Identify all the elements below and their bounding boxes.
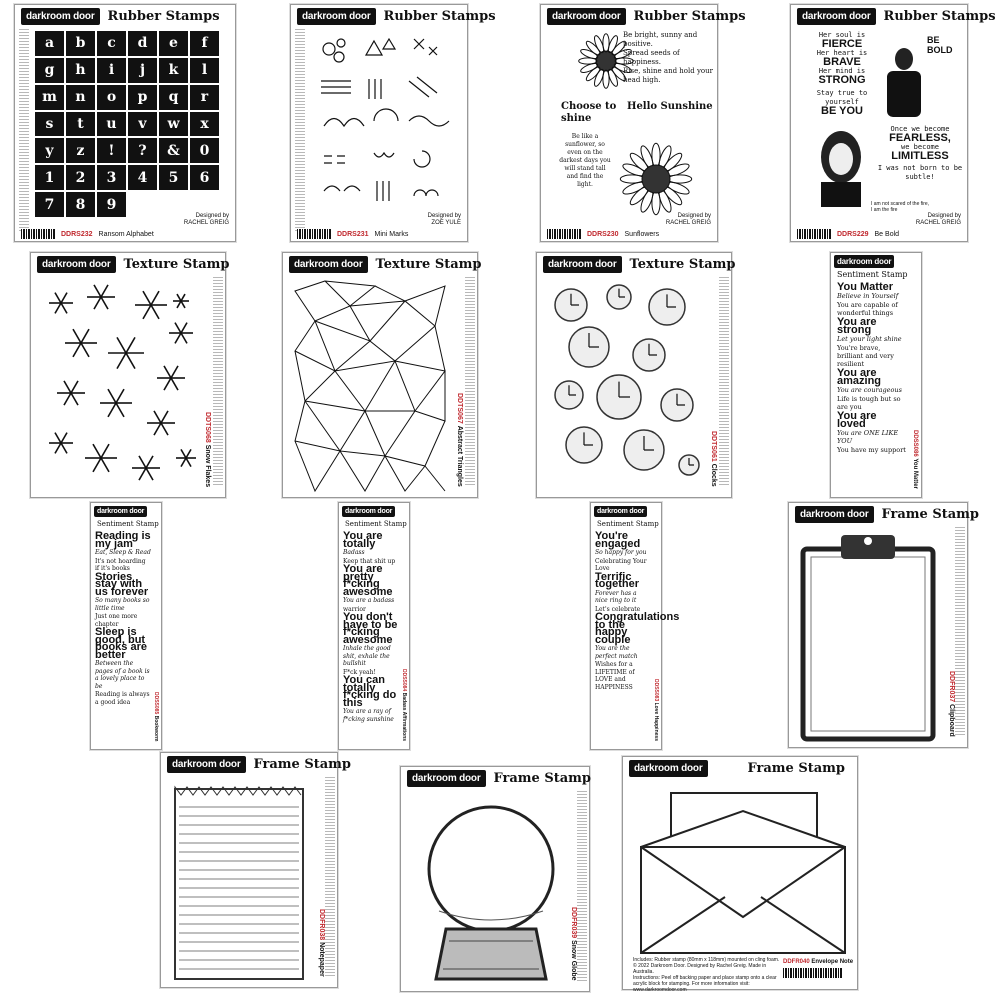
side-text	[213, 277, 223, 487]
stamp-card-badass[interactable]	[338, 502, 410, 750]
brand-logo: darkroom door	[297, 8, 376, 25]
card-title: Rubber Stamps	[107, 8, 220, 24]
ransom-letter: i	[97, 58, 126, 83]
hello-sunshine: Hello Sunshine	[627, 101, 713, 112]
envelope-info	[633, 957, 783, 993]
product-code: DDSS086	[912, 430, 918, 457]
ransom-letter: !	[97, 138, 126, 163]
snowflake-icon	[87, 285, 115, 309]
sentiment-text: You're engaged	[595, 530, 641, 550]
card-title: Rubber Stamps	[383, 8, 496, 24]
ransom-letter: 3	[97, 165, 126, 190]
sentiment-text: You are ONE LIKE YOU	[837, 429, 899, 445]
stamp-card-mini-marks[interactable]	[290, 4, 496, 242]
stamp-card-bookworm[interactable]	[90, 502, 162, 750]
brand-logo: darkroom door	[94, 506, 147, 517]
vertical-code	[653, 679, 659, 741]
card-title: Rubber Stamps	[633, 8, 746, 24]
snowflake-icon	[49, 433, 73, 454]
sentiment-text: Terrific together	[595, 570, 639, 590]
sentiment-text: Eat, Sleep & Read	[95, 549, 151, 556]
clock-icon	[633, 339, 665, 371]
card-title: Texture Stamp	[629, 256, 736, 272]
product-name: Be Bold	[874, 230, 900, 238]
ransom-letter: 1	[35, 165, 64, 190]
ransom-letter: p	[128, 85, 157, 110]
brand-logo: darkroom door	[21, 8, 100, 25]
sentiment-text: Wishes for a LIFETIME of LOVE and HAPPINESS	[595, 661, 635, 691]
ransom-letter: h	[66, 58, 95, 83]
product-name: Bookworm	[153, 715, 159, 741]
vertical-code	[948, 671, 955, 737]
side-text	[325, 777, 335, 977]
product-code: DDRS232	[61, 230, 93, 238]
woman-jacket-illustration	[877, 45, 931, 117]
product-code: DDFR037	[948, 671, 955, 703]
envelope-footer	[783, 959, 853, 980]
card-footer	[791, 227, 967, 241]
snowflake-icon	[169, 323, 193, 344]
card-footer	[541, 227, 717, 241]
card-header	[401, 767, 592, 789]
ransom-letter: 2	[66, 165, 95, 190]
product-name: Abstract Triangles	[456, 425, 463, 487]
side-text	[465, 277, 475, 487]
text: BE YOU	[821, 105, 863, 117]
snowflake-icon	[49, 293, 73, 314]
sentiment-text: Badass	[343, 549, 365, 556]
sentiment-text: You Matter	[837, 281, 894, 293]
ransom-letter: 8	[66, 192, 95, 217]
card-header	[91, 503, 161, 519]
sentiment-text: It's not hoarding if it's books	[95, 557, 146, 572]
product-name: Love Happiness	[653, 702, 659, 741]
card-header	[623, 757, 857, 779]
sentiment-1: Be bright, sunny and positive.	[623, 31, 698, 48]
clock-icon	[679, 455, 699, 475]
sentiment-text: You are a badass	[343, 597, 395, 604]
vertical-code	[570, 907, 577, 981]
be-bold-texts-left	[807, 31, 877, 116]
product-code: DDTS061	[710, 431, 717, 463]
be-like-a-sunflower: Be like a sunflower, so even on the darkest days you will stand tall and find the light.	[559, 133, 611, 188]
vertical-code	[153, 692, 159, 741]
product-name: Snow Flakes	[204, 444, 211, 487]
card-title: Sentiment Stamp	[597, 520, 659, 528]
ransom-letter: u	[97, 112, 126, 137]
text: we become	[901, 143, 939, 151]
text: Her mind is	[818, 67, 866, 75]
barcode	[547, 229, 581, 239]
clock-icon	[649, 289, 685, 325]
ransom-letter: w	[159, 112, 188, 137]
sentiment-text: You are a ray of f*cking sunshine	[343, 708, 394, 723]
product-name: Notepaper	[318, 942, 325, 977]
product-name: Ransom Alphabet	[98, 230, 154, 238]
stamp-card-be-bold[interactable]	[790, 4, 996, 242]
product-code: DDRS230	[587, 230, 619, 238]
ransom-letter: d	[128, 31, 157, 56]
mini-marks-illustration	[309, 31, 459, 221]
sentiment-text: You are amazing	[837, 367, 882, 387]
clock-icon	[555, 381, 583, 409]
ransom-letter: v	[128, 112, 157, 137]
ransom-letter: 5	[159, 165, 188, 190]
product-name: Clipboard	[948, 704, 955, 737]
text: Her soul is	[818, 31, 866, 39]
snowflake-icon	[108, 337, 144, 368]
sentiment-text: Let your light shine	[837, 335, 902, 343]
ransom-letters	[35, 31, 219, 217]
side-text	[295, 29, 305, 231]
sentiment-3: Rise, shine and hold your head high.	[623, 67, 713, 84]
stamp-card-love-happiness[interactable]	[590, 502, 680, 750]
card-footer	[15, 227, 235, 241]
designer: Designed by RACHEL GREIG	[665, 213, 711, 226]
ransom-letter: x	[190, 112, 219, 137]
brand-logo: darkroom door	[342, 506, 395, 517]
product-code: DDFR038	[318, 909, 325, 941]
sentiment-text: Life is tough but so are you	[837, 395, 901, 411]
snowflake-icon	[132, 456, 160, 480]
sentiment-text: Congratulations to the happy couple	[595, 611, 680, 646]
card-title: Frame Stamp	[253, 756, 352, 772]
brand-logo: darkroom door	[834, 255, 894, 268]
text: Her heart is	[816, 49, 868, 57]
vertical-code	[401, 669, 407, 741]
ransom-letter: e	[159, 31, 188, 56]
card-title: Texture Stamp	[123, 256, 230, 272]
sentiment-text: So many books so little time	[95, 597, 150, 612]
product-code: DDTS067	[456, 393, 463, 424]
snowflake-icon	[85, 444, 117, 472]
card-header	[31, 253, 230, 275]
sentiment-text: So happy for you	[595, 549, 647, 556]
sentiment-text: Celebrating Your Love	[595, 557, 647, 572]
card-header	[541, 5, 746, 27]
clock-icon	[661, 389, 693, 421]
sentiment-text: You are capable of wonderful things	[837, 301, 898, 317]
ransom-letter: 7	[35, 192, 64, 217]
sentiment-list	[95, 530, 151, 707]
card-header	[161, 753, 352, 775]
clipboard-illustration	[799, 529, 939, 743]
ransom-letter: s	[35, 112, 64, 137]
side-text	[719, 277, 729, 487]
card-header	[831, 253, 921, 269]
card-title: Frame Stamp	[747, 760, 846, 776]
clock-icon	[555, 289, 587, 321]
snowflake-icon	[147, 411, 175, 435]
snowflake-icon	[100, 389, 132, 417]
product-code: DDFR039	[570, 907, 577, 939]
sentiment-text: You have my support	[837, 446, 906, 454]
text: STRONG	[818, 74, 866, 86]
sentiment-text: You are loved	[837, 410, 877, 430]
product-name: Snow Globe	[570, 940, 577, 981]
ransom-letter: ?	[128, 138, 157, 163]
clock-icon	[569, 327, 609, 367]
sentiment-text: Between the pages of a book is a lovely place to be	[95, 660, 150, 690]
barcode	[783, 968, 843, 978]
envelope-illustration	[635, 787, 851, 957]
copyright-text: © 2022 Darkroom Door. Designed by Rachel Greig. Made in Australia.	[633, 963, 767, 975]
text: FIERCE	[821, 38, 863, 50]
ransom-letter: q	[159, 85, 188, 110]
notepaper-frame	[175, 789, 303, 979]
sentiment-2: Spread seeds of happiness.	[623, 49, 680, 66]
be-bold-heading: BE BOLD	[927, 35, 953, 55]
stamp-card-snow-globe[interactable]	[400, 766, 590, 992]
brand-logo: darkroom door	[795, 506, 874, 523]
designer-name: ZOE YULE	[431, 220, 461, 226]
ransom-letter: k	[159, 58, 188, 83]
sentiment-text: Believe in Yourself	[837, 292, 899, 300]
stamp-card-snow-flakes[interactable]	[30, 252, 230, 498]
product-name: Sunflowers	[624, 230, 660, 238]
product-code: DDSS084	[401, 668, 407, 692]
card-header	[339, 503, 409, 519]
product-code: DDRS229	[837, 230, 869, 238]
barcode	[21, 229, 55, 239]
brand-logo: darkroom door	[797, 8, 876, 25]
designer: Designed by ZOE YULE	[427, 213, 461, 226]
card-header	[291, 5, 496, 27]
card-header	[591, 503, 661, 519]
ransom-letter: m	[35, 85, 64, 110]
snowflake-icon	[176, 449, 196, 466]
brand-logo: darkroom door	[547, 8, 626, 25]
sentiment-text: warrior	[343, 605, 366, 613]
instructions-text: Instructions: Peel off backing paper and place stamp onto a clear acrylic block for stamping. For more information visit: www.darkroomdoor.com	[633, 975, 777, 993]
ransom-letter: a	[35, 31, 64, 56]
designer-name: RACHEL GREIG	[183, 220, 229, 226]
sentiment-text: F*ck yeah!	[343, 668, 376, 676]
sentiment-text: You are pretty f*cking awesome	[343, 563, 393, 598]
sentiment-text: You are courageous	[837, 386, 902, 394]
sentiment-text: Keep that shit up	[343, 557, 396, 565]
product-name: Mini Marks	[374, 230, 409, 238]
brand-logo: darkroom door	[407, 770, 486, 787]
side-text	[955, 527, 965, 737]
vertical-code	[318, 909, 325, 977]
ransom-letter: n	[66, 85, 95, 110]
stamp-card-sunflowers[interactable]	[540, 4, 746, 242]
snowflake-icon	[57, 381, 85, 405]
sentiment-text: Reading is always a good idea	[95, 691, 150, 706]
sentiment-text: Sleep is good, but books are better	[95, 626, 147, 661]
card-title: Frame Stamp	[881, 506, 980, 522]
sentiment-text: You are strong	[837, 316, 877, 336]
ransom-letter: &	[159, 138, 188, 163]
ransom-letter: b	[66, 31, 95, 56]
sentiment-text: Inhale the good shit, exhale the bullshit	[343, 645, 391, 667]
brand-logo: darkroom door	[289, 256, 368, 273]
product-name: You Matter	[912, 458, 918, 489]
barcode	[297, 229, 331, 239]
notepaper-illustration	[169, 783, 309, 983]
text: BRAVE	[823, 56, 861, 68]
sentiment-list	[343, 530, 399, 724]
card-title: Rubber Stamps	[883, 8, 996, 24]
product-code: DDSS083	[653, 679, 659, 702]
brand-logo: darkroom door	[37, 256, 116, 273]
sentiment-text: Just one more chapter	[95, 613, 138, 628]
sentiment-text: You can totally f*cking do this	[343, 674, 397, 709]
vertical-code	[456, 393, 463, 487]
ransom-letter: f	[190, 31, 219, 56]
choose-to-shine: Choose to shine	[561, 101, 617, 124]
clock-icon	[624, 430, 664, 470]
text: Stay true to yourself	[816, 89, 868, 106]
product-code: DDFR040	[783, 959, 810, 965]
ransom-letter: y	[35, 138, 64, 163]
product-code: DDRS231	[337, 230, 369, 238]
fire-quote: I am not scared of the fire, I am the fire	[871, 201, 930, 213]
stamp-card-you-matter[interactable]	[830, 252, 922, 498]
product-name: Envelope Note	[811, 959, 854, 965]
sunflower-texts	[623, 31, 713, 85]
ransom-letter: l	[190, 58, 219, 83]
designer-name: RACHEL GREIG	[665, 220, 711, 226]
sentiment-text: Reading is my jam	[95, 530, 151, 550]
sentiment-text: Stories stay with us forever	[95, 570, 149, 598]
card-header	[283, 253, 482, 275]
stamp-card-ransom-alphabet[interactable]	[14, 4, 236, 242]
card-title: Frame Stamp	[493, 770, 592, 786]
snowflakes-illustration	[41, 283, 201, 493]
product-name: Badass Affirmations	[401, 692, 407, 741]
stamp-card-clocks[interactable]	[536, 252, 736, 498]
triangles-illustration	[295, 281, 445, 491]
ransom-letter: 9	[97, 192, 126, 217]
side-text	[577, 791, 587, 981]
brand-logo: darkroom door	[629, 760, 708, 777]
stamp-card-notepaper[interactable]	[160, 752, 352, 988]
brand-logo: darkroom door	[167, 756, 246, 773]
sentiment-text: Forever has a nice ring to it	[595, 589, 637, 604]
sentiment-text: You don't have to be f*cking awesome	[343, 611, 398, 646]
ransom-letter: 4	[128, 165, 157, 190]
product-name: Clocks	[710, 464, 717, 487]
ransom-letter: r	[190, 85, 219, 110]
clock-icon	[607, 285, 631, 309]
clocks-illustration	[549, 285, 699, 490]
card-header	[791, 5, 996, 27]
text: Once we become	[890, 125, 950, 133]
product-code: DDSS085	[153, 691, 159, 714]
card-title: Texture Stamp	[375, 256, 482, 272]
card-header	[537, 253, 736, 275]
ransom-letter: 0	[190, 138, 219, 163]
stamp-card-envelope-note[interactable]	[622, 756, 858, 993]
brand-logo: darkroom door	[543, 256, 622, 273]
ransom-letter: t	[66, 112, 95, 137]
text: LIMITLESS	[891, 150, 949, 162]
ransom-letter: g	[35, 58, 64, 83]
card-header	[15, 5, 235, 27]
snowflake-icon	[173, 294, 189, 308]
product-code: DDTS068	[204, 411, 211, 443]
card-title: Sentiment Stamp	[345, 520, 407, 528]
stamp-card-clipboard[interactable]	[788, 502, 980, 748]
card-footer	[291, 227, 467, 241]
snowflake-icon	[135, 291, 167, 319]
stamp-card-abstract-triangles[interactable]	[282, 252, 482, 498]
woman-portrait-illustration	[811, 127, 871, 207]
text: FEARLESS,	[889, 132, 951, 144]
ransom-letter: z	[66, 138, 95, 163]
sentiment-text: You are the perfect match	[595, 645, 638, 660]
ransom-letter: o	[97, 85, 126, 110]
card-title: Sentiment Stamp	[97, 520, 159, 528]
ransom-letter: j	[128, 58, 157, 83]
designer: Designed by RACHEL GREIG	[183, 213, 229, 226]
clock-icon	[597, 375, 641, 419]
vertical-code	[710, 431, 717, 487]
snow-globe-illustration	[421, 801, 561, 987]
ransom-letter: 6	[190, 165, 219, 190]
barcode	[797, 229, 831, 239]
snowflake-icon	[65, 329, 97, 357]
sentiment-text: You are totally	[343, 530, 383, 550]
clock-icon	[566, 427, 602, 463]
includes-text: Includes: Rubber stamp (80mm x 118mm) mounted on cling foam.	[633, 957, 780, 963]
vertical-code	[912, 430, 918, 489]
sentiment-text: Let's celebrate	[595, 605, 641, 613]
text: I was not born to be subtle!	[877, 164, 963, 181]
card-header	[789, 503, 980, 525]
snowflake-icon	[157, 366, 185, 390]
designer: Designed by RACHEL GREIG	[915, 213, 961, 226]
designer-name: RACHEL GREIG	[915, 220, 961, 226]
side-text	[19, 29, 29, 231]
card-title: Sentiment Stamp	[837, 270, 908, 279]
ransom-letter: c	[97, 31, 126, 56]
brand-logo: darkroom door	[594, 506, 647, 517]
sentiment-list	[837, 283, 907, 455]
sentiment-text: You're brave, brilliant and very resilient	[837, 344, 894, 368]
vertical-code	[204, 412, 211, 487]
be-bold-texts-right	[877, 125, 963, 182]
